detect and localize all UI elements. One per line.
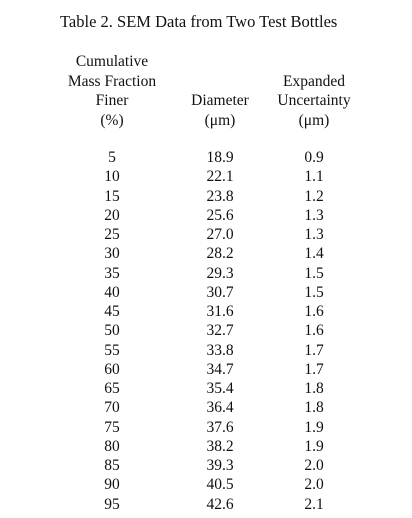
cell-diameter: 36.4 (206, 399, 234, 417)
cell-mass-fraction: 45 (104, 303, 120, 320)
table-row (0, 225, 412, 244)
header-diameter (172, 91, 268, 130)
cell-uncertainty: 1.9 (304, 437, 324, 455)
cell-diameter: 28.2 (206, 245, 234, 263)
cell-uncertainty: 1.3 (304, 226, 324, 243)
table-row (0, 148, 412, 167)
cell-mass-fraction: 5 (108, 149, 116, 166)
cell-diameter: 38.2 (206, 437, 234, 455)
cell-uncertainty: 2.0 (304, 457, 324, 474)
cell-uncertainty: 1.2 (304, 187, 324, 205)
cell-diameter: 40.5 (206, 476, 234, 494)
cell-mass-fraction: 75 (104, 418, 120, 436)
cell-uncertainty: 1.5 (304, 283, 324, 301)
cell-mass-fraction: 15 (104, 187, 120, 205)
cell-uncertainty: 2.0 (304, 476, 324, 494)
cell-mass-fraction: 35 (104, 264, 120, 282)
header-cumulative-mass-fraction (56, 52, 168, 130)
cell-diameter: 31.6 (206, 303, 234, 320)
table-row (0, 206, 412, 225)
cell-mass-fraction: 80 (104, 437, 120, 455)
header-line: (%) (100, 111, 124, 129)
cell-uncertainty: 1.1 (304, 168, 324, 186)
cell-uncertainty: 2.1 (304, 495, 324, 513)
cell-diameter: 18.9 (206, 149, 234, 166)
cell-diameter: 32.7 (206, 322, 234, 340)
cell-diameter: 34.7 (206, 360, 234, 378)
header-line: Cumulative (75, 53, 149, 70)
cell-diameter: 30.7 (206, 283, 234, 301)
table-row (0, 167, 412, 186)
table-row (0, 187, 412, 206)
cell-uncertainty: 1.8 (304, 399, 324, 417)
table-row (0, 398, 412, 417)
cell-mass-fraction: 30 (104, 245, 120, 263)
cell-uncertainty: 0.9 (304, 149, 324, 166)
table-row (0, 302, 412, 321)
cell-mass-fraction: 95 (104, 495, 120, 513)
cell-diameter: 39.3 (206, 457, 234, 474)
table-body (0, 148, 412, 514)
cell-diameter: 33.8 (206, 341, 234, 359)
table-row (0, 437, 412, 456)
table-row (0, 283, 412, 302)
cell-uncertainty: 1.6 (304, 322, 324, 340)
header-line: Finer (95, 92, 129, 109)
cell-uncertainty: 1.6 (304, 303, 324, 320)
cell-diameter: 29.3 (206, 264, 234, 282)
cell-uncertainty: 1.9 (304, 418, 324, 436)
cell-diameter: 37.6 (206, 418, 234, 436)
header-expanded-uncertainty (266, 72, 362, 131)
cell-uncertainty: 1.5 (304, 264, 324, 282)
cell-diameter: 42.6 (206, 495, 234, 513)
table-row (0, 495, 412, 514)
header-line: Diameter (191, 92, 249, 109)
table-row (0, 418, 412, 437)
table-row (0, 379, 412, 398)
cell-mass-fraction: 50 (104, 322, 120, 340)
cell-mass-fraction: 40 (104, 283, 120, 301)
cell-uncertainty: 1.7 (304, 341, 324, 359)
cell-uncertainty: 1.3 (304, 206, 324, 224)
header-line: Mass Fraction (67, 72, 157, 90)
cell-mass-fraction: 65 (104, 380, 120, 397)
cell-mass-fraction: 85 (104, 457, 120, 474)
cell-uncertainty: 1.8 (304, 380, 324, 397)
cell-mass-fraction: 70 (104, 399, 120, 417)
cell-mass-fraction: 25 (104, 226, 120, 243)
table-row (0, 456, 412, 475)
header-line: (μm) (204, 111, 236, 129)
cell-uncertainty: 1.4 (304, 245, 324, 263)
cell-mass-fraction: 55 (104, 341, 120, 359)
cell-mass-fraction: 10 (104, 168, 120, 186)
table-row (0, 244, 412, 263)
cell-diameter: 23.8 (206, 187, 234, 205)
cell-diameter: 22.1 (206, 168, 234, 186)
table-row (0, 360, 412, 379)
cell-diameter: 35.4 (206, 380, 234, 397)
table-row (0, 264, 412, 283)
cell-uncertainty: 1.7 (304, 360, 324, 378)
cell-diameter: 25.6 (206, 206, 234, 224)
cell-mass-fraction: 60 (104, 360, 120, 378)
table-row (0, 341, 412, 360)
header-line: Uncertainty (277, 92, 351, 109)
table-caption: Table 2. SEM Data from Two Test Bottles (60, 12, 338, 31)
header-line: (μm) (298, 111, 330, 129)
header-line: Expanded (283, 72, 345, 90)
table-row (0, 475, 412, 494)
cell-diameter: 27.0 (206, 226, 234, 243)
cell-mass-fraction: 20 (104, 206, 120, 224)
table-row (0, 321, 412, 340)
cell-mass-fraction: 90 (104, 476, 120, 494)
